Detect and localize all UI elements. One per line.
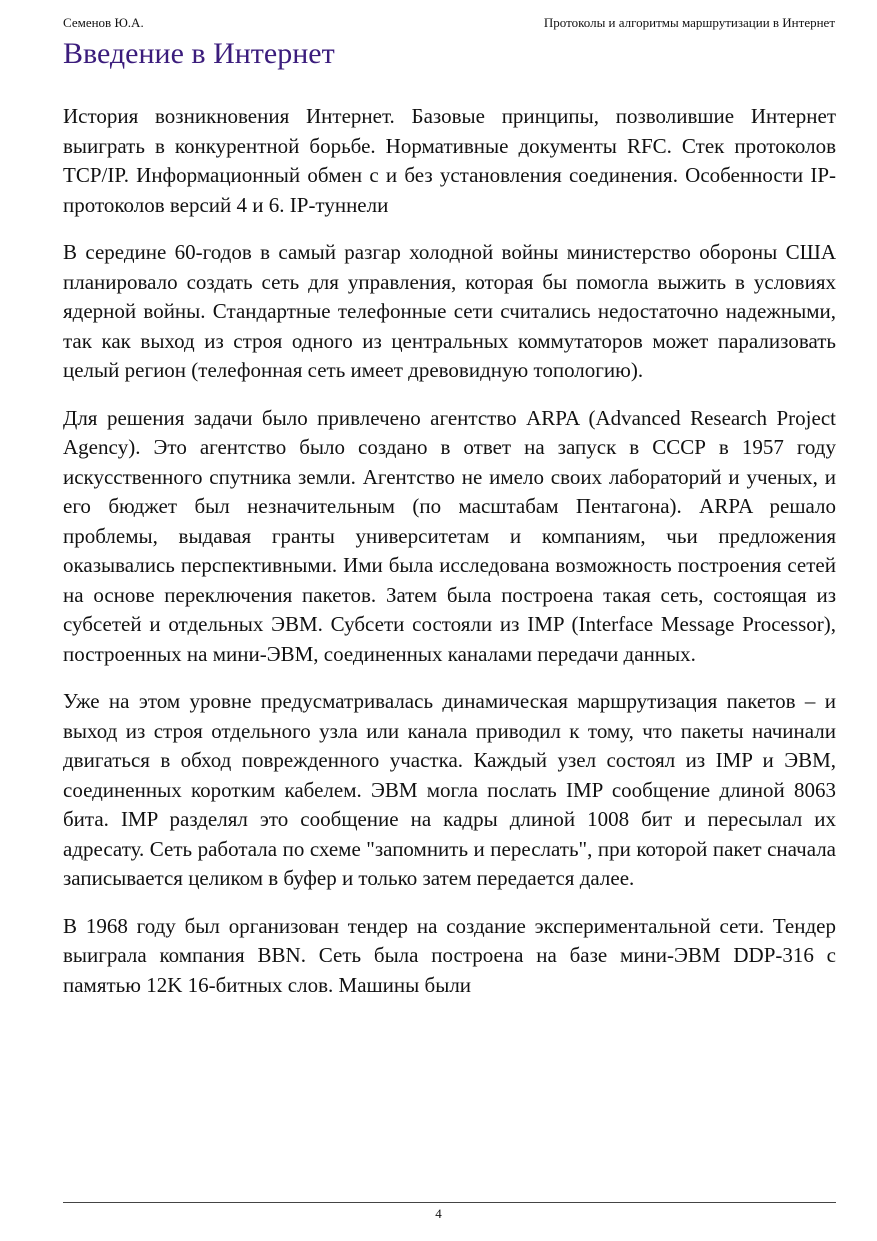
paragraph: В 1968 году был организован тендер на создание экспериментальной сети. Тендер выиграла компания BBN. Сеть была построена на базе мини-ЭВМ DDP-316 с памятью 12K 16-битных слов. Машины были <box>63 913 836 997</box>
paragraph: В середине 60-годов в самый разгар холодной войны министерство обороны США планировало создать сеть для управления, которая бы помогла выжить в условиях ядерной войны. Стандартные телефонные сети считались недостаточно надежными, так как выход из строя одного из центральных коммутаторов может парализовать целый регион (телефонная сеть имеет древовидную топологию). <box>63 240 836 382</box>
header-author: Семенов Ю.А. <box>63 15 144 30</box>
footer-divider <box>63 1202 836 1203</box>
paragraph-summary: История возникновения Интернет. Базовые принципы, позволившие Интернет выиграть в конкурентной борьбе. Нормативные документы RFC. Стек протоколов TCP/IP. Информационный обмен с и без установления соединения. Особенности IP-протоколов версий 4 и 6. IP-туннели <box>63 104 836 217</box>
body-text <box>63 102 836 1018</box>
page-number: 4 <box>435 1206 442 1221</box>
paragraph: Уже на этом уровне предусматривалась динамическая маршрутизация пакетов – и выход из строя отдельного узла или канала приводил к тому, что пакеты начинали двигаться в обход поврежденного участка. Каждый узел состоял из IMP и ЭВМ, соединенных коротким кабелем. ЭВМ могла послать IMP сообщение длиной 8063 бита. IMP разделял это сообщение на кадры длиной 1008 бит и пересылал их адресату. Сеть работала по схеме "запомнить и переслать", при которой пакет сначала записывается целиком в буфер и только затем передается далее. <box>63 689 836 890</box>
section-title: Введение в Интернет <box>63 37 335 70</box>
running-header <box>63 15 835 31</box>
header-book-title: Протоколы и алгоритмы маршрутизации в Интернет <box>543 15 835 30</box>
paragraph: Для решения задачи было привлечено агентство ARPA (Advanced Research Project Agency). Это агентство было создано в ответ на запуск в СССР в 1957 году искусственного спутника земли. Агентство не имело своих лабораторий и ученых, и его бюджет был незначительным (по масштабам Пентагона). ARPA решало проблемы, выдавая гранты университетам и компаниям, чьи предложения оказывались перспективными. Ими была исследована возможность построения сетей на основе переключения пакетов. Затем была построена такая сеть, состоящая из субсетей и отдельных ЭВМ. Субсети состояли из IMP (Interface Message Processor), построенных на мини-ЭВМ, соединенных каналами передачи данных. <box>63 405 836 666</box>
